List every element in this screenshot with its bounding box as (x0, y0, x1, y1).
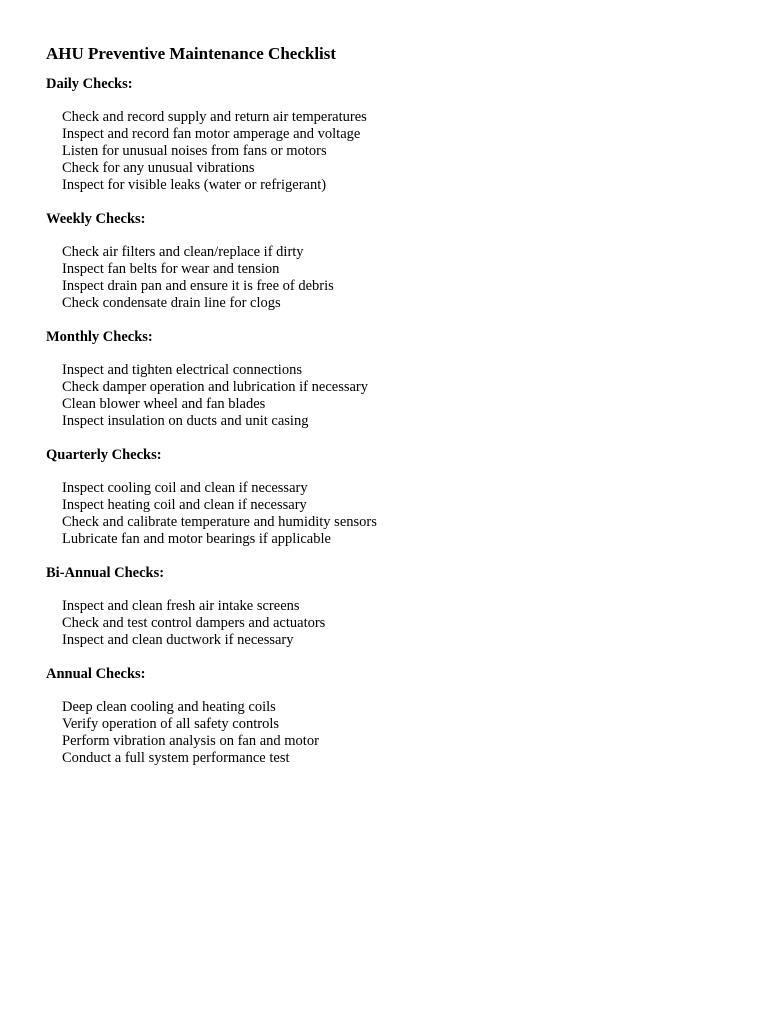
checklist-item: Inspect and clean fresh air intake screens (62, 598, 300, 614)
checklist (46, 109, 726, 194)
section-heading: Weekly Checks: (46, 211, 146, 227)
section-annual-checks (46, 666, 726, 767)
checklist-item: Check and calibrate temperature and humidity sensors (62, 514, 377, 530)
checklist (46, 480, 726, 548)
checklist-item: Inspect and tighten electrical connections (62, 362, 302, 378)
section-bi-annual-checks (46, 565, 726, 649)
section-heading: Annual Checks: (46, 666, 146, 682)
checklist-item: Verify operation of all safety controls (62, 716, 280, 732)
section-heading: Monthly Checks: (46, 329, 153, 345)
section-weekly-checks (46, 211, 726, 312)
checklist-item: Inspect drain pan and ensure it is free of debris (62, 278, 334, 294)
section-heading: Daily Checks: (46, 76, 133, 92)
checklist-item: Lubricate fan and motor bearings if applicable (62, 531, 331, 547)
checklist (46, 598, 726, 649)
section-quarterly-checks (46, 447, 726, 548)
checklist-item: Inspect fan belts for wear and tension (62, 261, 280, 277)
checklist-item: Inspect and clean ductwork if necessary (62, 632, 294, 648)
checklist (46, 362, 726, 430)
section-heading: Quarterly Checks: (46, 447, 162, 463)
checklist (46, 699, 726, 767)
checklist-item: Inspect insulation on ducts and unit casing (62, 413, 309, 429)
document-page (46, 42, 726, 784)
checklist-item: Clean blower wheel and fan blades (62, 396, 266, 412)
section-monthly-checks (46, 329, 726, 430)
page-title: AHU Preventive Maintenance Checklist (46, 44, 337, 63)
checklist-item: Inspect cooling coil and clean if necessary (62, 480, 308, 496)
checklist-item: Check air filters and clean/replace if dirty (62, 244, 304, 260)
section-daily-checks (46, 76, 726, 194)
checklist-item: Inspect heating coil and clean if necessary (62, 497, 307, 513)
checklist-item: Check for any unusual vibrations (62, 160, 255, 176)
checklist-item: Conduct a full system performance test (62, 750, 290, 766)
checklist-item: Deep clean cooling and heating coils (62, 699, 276, 715)
checklist-item: Check and test control dampers and actuators (62, 615, 326, 631)
checklist-item: Perform vibration analysis on fan and motor (62, 733, 319, 749)
checklist-item: Check and record supply and return air temperatures (62, 109, 367, 125)
checklist (46, 244, 726, 312)
section-heading: Bi-Annual Checks: (46, 565, 165, 581)
checklist-item: Inspect for visible leaks (water or refrigerant) (62, 177, 327, 193)
checklist-item: Check condensate drain line for clogs (62, 295, 281, 311)
checklist-item: Listen for unusual noises from fans or motors (62, 143, 327, 159)
checklist-item: Check damper operation and lubrication if necessary (62, 379, 368, 395)
checklist-item: Inspect and record fan motor amperage and voltage (62, 126, 361, 142)
